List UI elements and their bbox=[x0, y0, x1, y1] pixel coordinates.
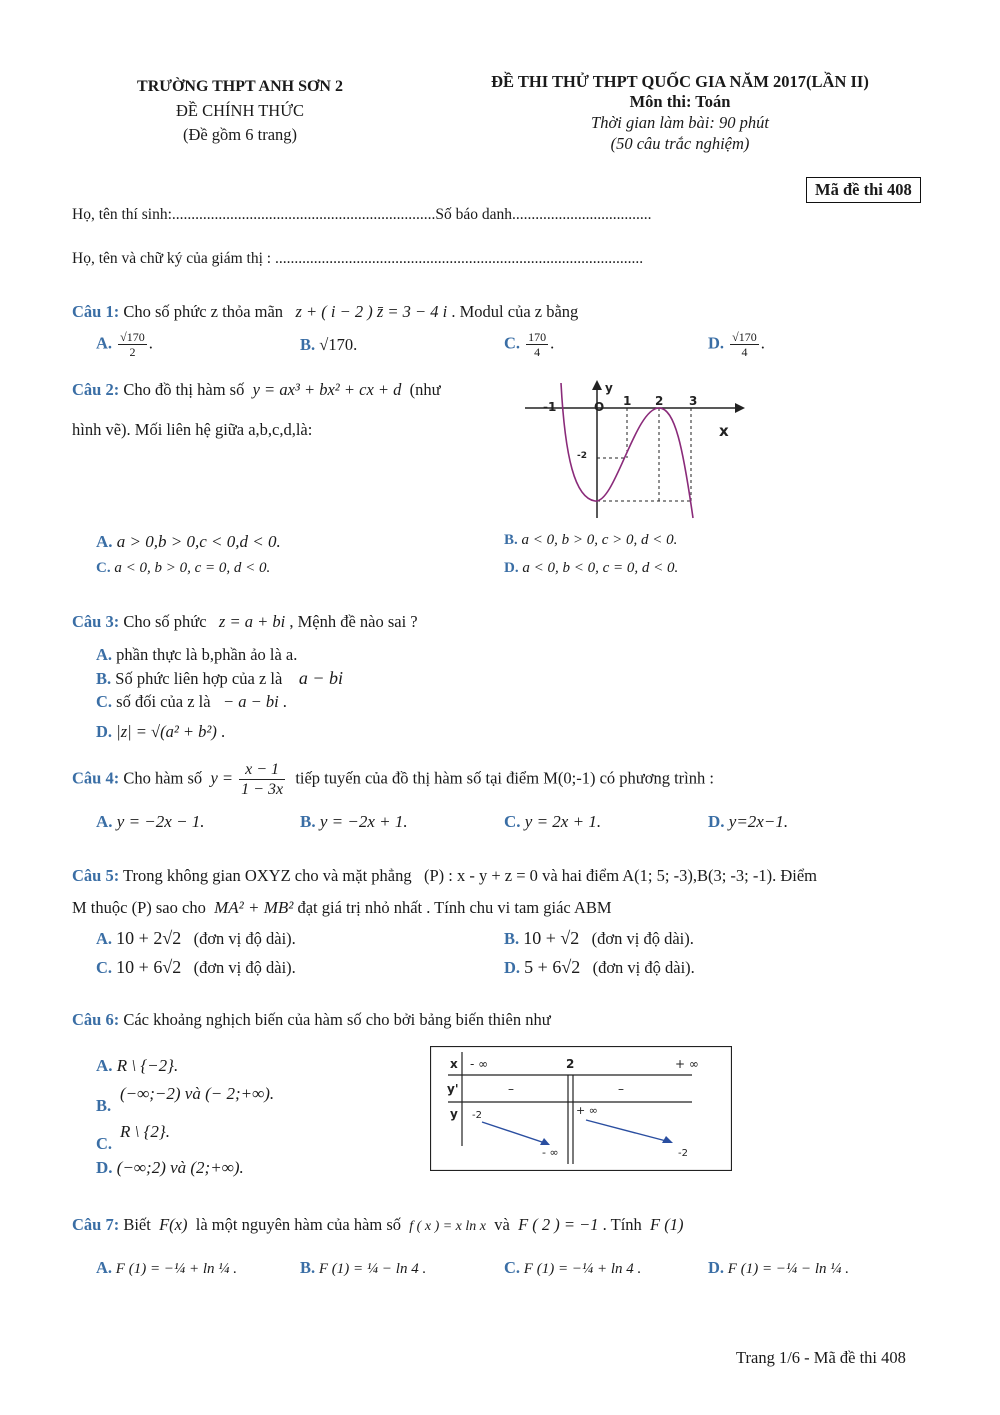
option-unit: (đơn vị độ dài). bbox=[591, 929, 694, 948]
option-math: |z| = √(a² + b²) bbox=[116, 722, 217, 741]
option-value: √170. bbox=[319, 335, 358, 354]
exam-title: ĐỀ THI THỬ THPT QUỐC GIA NĂM 2017(LẦN II) bbox=[491, 72, 869, 91]
option-value: F (1) = −¼ + ln 4 . bbox=[523, 1261, 642, 1277]
question-text: M thuộc (P) sao cho bbox=[72, 898, 206, 917]
option-value: a > 0,b > 0,c < 0,d < 0. bbox=[116, 532, 281, 551]
option-letter: C. bbox=[504, 1258, 521, 1277]
tick-label-minus2: -2 bbox=[577, 451, 587, 461]
option-value: y = −2x − 1. bbox=[116, 812, 205, 831]
option-value: số đối của z là bbox=[116, 692, 211, 711]
q3-option-d[interactable] bbox=[96, 722, 225, 742]
q2-option-b[interactable] bbox=[504, 532, 677, 549]
option-letter: C. bbox=[96, 958, 113, 977]
option-letter: D. bbox=[96, 722, 113, 741]
q6-option-a[interactable] bbox=[96, 1056, 178, 1076]
question-5-cont bbox=[72, 898, 612, 918]
option-letter: A. bbox=[96, 929, 113, 948]
condition: F ( 2 ) = −1 bbox=[518, 1215, 599, 1234]
option-letter: A. bbox=[96, 645, 113, 664]
cubic-graph bbox=[525, 378, 750, 520]
fraction-denominator: 4 bbox=[534, 345, 541, 359]
question-label: Câu 3: bbox=[72, 612, 120, 631]
option-letter: C. bbox=[96, 560, 111, 576]
question-label: Câu 7: bbox=[72, 1215, 120, 1234]
school-name: TRƯỜNG THPT ANH SƠN 2 bbox=[137, 78, 343, 95]
function-F: F(x) bbox=[159, 1215, 188, 1234]
q1-option-b[interactable] bbox=[300, 335, 357, 355]
plane-equation: (P) : x - y + z = 0 bbox=[424, 866, 538, 885]
q1-option-d[interactable]: D. $\frac{√170}{4}$ . bbox=[708, 330, 765, 359]
question-count: (50 câu trắc nghiệm) bbox=[610, 134, 750, 153]
option-letter: B. bbox=[504, 929, 520, 948]
q4-option-b[interactable] bbox=[300, 812, 408, 832]
yprime-sign-1: – bbox=[508, 1082, 514, 1096]
function-f: f ( x ) = x ln x bbox=[409, 1219, 486, 1234]
fraction-numerator: 170 bbox=[528, 330, 547, 344]
y-value-minus2-left: -2 bbox=[472, 1110, 482, 1121]
origin-label: O bbox=[594, 400, 605, 414]
y-plus-infinity: + ∞ bbox=[576, 1104, 598, 1117]
option-letter: B. bbox=[96, 1096, 112, 1115]
variation-table bbox=[430, 1046, 732, 1171]
question-1 bbox=[72, 302, 578, 322]
option-value: y=2x−1. bbox=[728, 812, 789, 831]
question-label: Câu 5: bbox=[72, 866, 120, 885]
tick-label-3: 3 bbox=[689, 394, 698, 408]
q5-option-d[interactable] bbox=[504, 957, 695, 978]
fraction-denominator: 2 bbox=[129, 345, 136, 359]
option-value: a < 0, b < 0, c = 0, d < 0. bbox=[522, 560, 679, 576]
option-letter: D. bbox=[96, 1158, 113, 1177]
page-footer: Trang 1/6 - Mã đề thi 408 bbox=[736, 1348, 906, 1367]
option-letter: C. bbox=[96, 692, 113, 711]
fraction-denominator: 1 − 3x bbox=[241, 781, 284, 798]
q6-option-c[interactable] bbox=[120, 1122, 170, 1142]
question-label: Câu 2: bbox=[72, 380, 120, 399]
x-plus-infinity: + ∞ bbox=[675, 1057, 699, 1071]
exam-code-box: Mã đề thi 408 bbox=[806, 177, 921, 203]
option-letter: B. bbox=[300, 1258, 316, 1277]
question-text-end: (như bbox=[409, 380, 441, 399]
q7-option-b[interactable] bbox=[300, 1258, 426, 1278]
option-letter: A. bbox=[96, 333, 113, 353]
option-value: a < 0, b > 0, c = 0, d < 0. bbox=[114, 560, 271, 576]
tick-label-1: 1 bbox=[623, 394, 632, 408]
candidate-name-line: Họ, tên thí sinh:....................................................................Số báo danh.................................... bbox=[72, 206, 652, 223]
x-axis-label: x bbox=[719, 422, 729, 440]
row-label-yprime: y' bbox=[447, 1082, 459, 1096]
option-value: y = −2x + 1. bbox=[319, 812, 408, 831]
option-value: R \ {2}. bbox=[120, 1122, 170, 1141]
question-5 bbox=[72, 866, 817, 886]
question-2-cont: hình vẽ). Mối liên hệ giữa a,b,c,d,là: bbox=[72, 420, 313, 439]
yprime-sign-2: – bbox=[618, 1082, 624, 1096]
option-letter: C. bbox=[504, 333, 521, 353]
q3-option-a[interactable] bbox=[96, 645, 297, 665]
q6-option-d[interactable] bbox=[96, 1158, 244, 1178]
option-value: phần thực là b,phần ảo là a. bbox=[116, 645, 298, 664]
option-letter: C. bbox=[96, 1134, 113, 1153]
option-letter: B. bbox=[96, 669, 112, 688]
option-value: 5 + 6√2 bbox=[524, 957, 581, 977]
y-axis-arrow bbox=[592, 380, 602, 390]
option-letter: D. bbox=[504, 560, 519, 576]
q4-option-c[interactable] bbox=[504, 812, 601, 832]
option-value: R \ {−2}. bbox=[116, 1056, 179, 1075]
q7-option-d[interactable] bbox=[708, 1258, 849, 1278]
question-text: Biết bbox=[123, 1215, 151, 1234]
fraction-numerator: √170 bbox=[732, 330, 757, 344]
q3-option-b[interactable] bbox=[96, 668, 343, 689]
question-text: Cho số phức bbox=[123, 612, 207, 631]
supervisor-line: Họ, tên và chữ ký của giám thị : ............................................................................................... bbox=[72, 250, 644, 267]
q5-option-a[interactable] bbox=[96, 928, 296, 949]
question-text: là một nguyên hàm của hàm số bbox=[195, 1215, 402, 1234]
question-text: Cho số phức z thỏa mãn bbox=[123, 302, 284, 321]
option-value: a < 0, b > 0, c > 0, d < 0. bbox=[521, 532, 678, 548]
q4-option-a[interactable] bbox=[96, 812, 205, 832]
option-value: 10 + √2 bbox=[523, 928, 580, 948]
equation: y = ax³ + bx² + cx + d bbox=[252, 380, 402, 399]
equation: z + ( i − 2 ) z̄ = 3 − 4 i bbox=[295, 302, 448, 321]
option-value: y = 2x + 1. bbox=[524, 812, 602, 831]
q5-option-b[interactable] bbox=[504, 928, 694, 949]
option-value: Số phức liên hợp của z là bbox=[115, 669, 283, 688]
option-letter: A. bbox=[96, 1258, 113, 1277]
option-letter: D. bbox=[708, 1258, 725, 1277]
tick-label-minus1: -1 bbox=[543, 400, 557, 414]
question-label: Câu 6: bbox=[72, 1010, 120, 1029]
y-value-minus2-right: -2 bbox=[678, 1148, 688, 1159]
question-label: Câu 4: bbox=[72, 768, 120, 788]
question-6 bbox=[72, 1010, 551, 1030]
question-3 bbox=[72, 612, 418, 632]
y-minus-infinity: - ∞ bbox=[542, 1146, 559, 1159]
arrowhead bbox=[662, 1136, 673, 1143]
fraction-numerator: x − 1 bbox=[239, 760, 285, 780]
page-count: (Đề gồm 6 trang) bbox=[182, 125, 298, 144]
q2-option-d[interactable] bbox=[504, 560, 678, 577]
equation-lhs: y = bbox=[210, 768, 234, 788]
question-text: và bbox=[494, 1215, 510, 1234]
option-letter: C. bbox=[504, 812, 521, 831]
question-text: Cho đồ thị hàm số bbox=[123, 380, 245, 399]
question-text: . Tính bbox=[602, 1215, 642, 1234]
equation: z = a + bi bbox=[218, 612, 286, 631]
option-letter: D. bbox=[708, 333, 725, 353]
subject: Môn thi: Toán bbox=[629, 92, 731, 111]
fraction-denominator: 4 bbox=[741, 345, 748, 359]
q3-option-c[interactable] bbox=[96, 692, 287, 712]
option-end: . bbox=[282, 692, 287, 711]
question-text-end: . Modul của z bằng bbox=[451, 302, 579, 321]
option-math: − a − bi bbox=[222, 692, 279, 711]
q5-option-c[interactable] bbox=[96, 957, 296, 978]
question-4 bbox=[72, 760, 714, 799]
question-text-end: , Mệnh đề nào sai ? bbox=[289, 612, 418, 631]
option-end: . bbox=[221, 722, 226, 741]
x-value-2: 2 bbox=[566, 1057, 575, 1071]
tick-label-2: 2 bbox=[655, 394, 664, 408]
q2-option-c[interactable] bbox=[96, 560, 270, 577]
question-label: Câu 1: bbox=[72, 302, 120, 321]
q7-option-c[interactable] bbox=[504, 1258, 641, 1278]
decreasing-arrow-1 bbox=[482, 1122, 548, 1144]
option-value: 10 + 2√2 bbox=[116, 928, 182, 948]
option-letter: D. bbox=[504, 958, 521, 977]
q7-option-a[interactable] bbox=[96, 1258, 237, 1278]
target: F (1) bbox=[650, 1215, 684, 1234]
option-letter: A. bbox=[96, 812, 113, 831]
question-text-end: đạt giá trị nhỏ nhất . Tính chu vi tam giác ABM bbox=[297, 898, 612, 917]
option-letter: A. bbox=[96, 1056, 113, 1075]
option-letter: B. bbox=[504, 532, 518, 548]
option-letter: D. bbox=[708, 812, 725, 831]
equation: MA² + MB² bbox=[214, 898, 294, 917]
option-letter: B. bbox=[300, 812, 316, 831]
q4-option-d[interactable] bbox=[708, 812, 788, 832]
q6-option-c-letter-wrap[interactable] bbox=[96, 1134, 112, 1154]
row-label-x: x bbox=[450, 1057, 458, 1071]
q6-option-b[interactable] bbox=[120, 1084, 274, 1104]
q1-option-c[interactable]: C. $\frac{170}{4}$ . bbox=[504, 330, 555, 359]
decreasing-arrow-2 bbox=[586, 1120, 670, 1142]
y-axis-label: y bbox=[605, 381, 613, 395]
question-2 bbox=[72, 380, 441, 400]
option-value: F (1) = −¼ − ln ¼ . bbox=[727, 1261, 849, 1277]
official-label: ĐỀ CHÍNH THỨC bbox=[176, 101, 304, 120]
option-unit: (đơn vị độ dài). bbox=[193, 958, 296, 977]
option-value: F (1) = −¼ + ln ¼ . bbox=[115, 1261, 237, 1277]
option-math: a − bi bbox=[298, 668, 343, 688]
question-text: Trong không gian OXYZ cho và mặt phẳng bbox=[123, 866, 412, 885]
question-text-cont: và hai điểm A(1; 5; -3),B(3; -3; -1). Điểm bbox=[542, 866, 818, 885]
question-7 bbox=[72, 1215, 684, 1235]
option-unit: (đơn vị độ dài). bbox=[193, 929, 296, 948]
q1-option-a[interactable]: A. $\frac{√170}{2}$ . bbox=[96, 330, 153, 359]
option-letter: B. bbox=[300, 335, 316, 354]
question-text-end: tiếp tuyến của đồ thị hàm số tại điểm M(0;-1) có phương trình : bbox=[295, 768, 714, 788]
option-unit: (đơn vị độ dài). bbox=[592, 958, 695, 977]
option-value: (−∞;2) và (2;+∞). bbox=[116, 1158, 244, 1177]
option-value: (−∞;−2) và (− 2;+∞). bbox=[120, 1084, 275, 1103]
question-text: Cho hàm số bbox=[123, 768, 203, 788]
option-value: F (1) = ¼ − ln 4 . bbox=[318, 1261, 427, 1277]
q6-option-b-letter-wrap[interactable] bbox=[96, 1096, 111, 1116]
option-value: 10 + 6√2 bbox=[116, 957, 182, 977]
question-text: Các khoảng nghịch biến của hàm số cho bởi bảng biến thiên như bbox=[123, 1010, 551, 1029]
row-label-y: y bbox=[450, 1107, 458, 1121]
x-minus-infinity: - ∞ bbox=[470, 1057, 489, 1071]
time-limit: Thời gian làm bài: 90 phút bbox=[591, 113, 769, 132]
x-axis-arrow bbox=[735, 403, 745, 413]
option-letter: A. bbox=[96, 532, 113, 551]
q2-option-a[interactable] bbox=[96, 532, 281, 552]
fraction-numerator: √170 bbox=[120, 330, 145, 344]
